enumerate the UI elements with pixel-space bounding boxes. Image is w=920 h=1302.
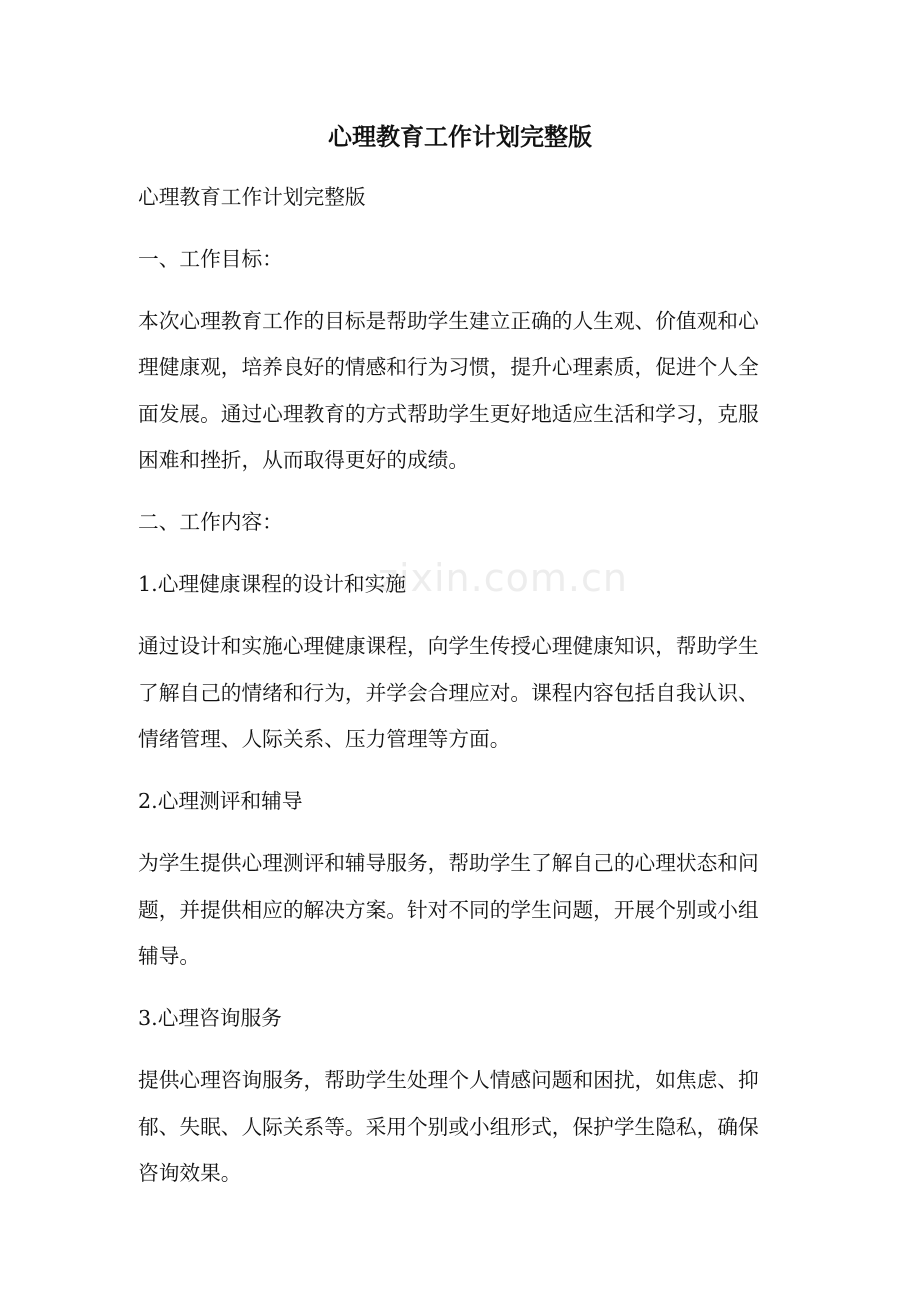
text-line: 面发展。通过心理教育的方式帮助学生更好地适应生活和学习，克服 <box>138 401 759 426</box>
subheading-course-design <box>138 561 838 608</box>
text-line: 郁、失眠、人际关系等。采用个别或小组形式，保护学生隐私，确保 <box>138 1114 759 1139</box>
subheading-assessment <box>138 778 838 825</box>
paragraph-counseling <box>138 1057 838 1197</box>
text-line: 困难和挫折，从而取得更好的成绩。 <box>138 448 470 473</box>
section-heading-goals <box>138 236 838 283</box>
text-line: 咨询效果。 <box>138 1161 242 1186</box>
paragraph-assessment <box>138 840 838 980</box>
text-line: 了解自己的情绪和行为，并学会合理应对。课程内容包括自我认识、 <box>138 680 759 705</box>
section-heading-content <box>138 499 838 546</box>
document-title: 心理教育工作计划完整版 <box>328 121 592 151</box>
text-line: 一、工作目标： <box>138 246 283 271</box>
subheading-counseling <box>138 995 838 1042</box>
text-line: 提供心理咨询服务，帮助学生处理个人情感问题和困扰，如焦虑、抑 <box>138 1068 759 1093</box>
text-line: 3.心理咨询服务 <box>138 1006 282 1031</box>
paragraph-course-design <box>138 623 838 763</box>
text-line: 题，并提供相应的解决方案。针对不同的学生问题，开展个别或小组 <box>138 897 759 922</box>
text-line: 2.心理测评和辅导 <box>138 789 303 814</box>
text-line: 心理教育工作计划完整版 <box>138 184 366 209</box>
paragraph-goals <box>138 298 838 484</box>
document-body <box>138 174 838 1213</box>
text-line: 1.心理健康课程的设计和实施 <box>138 572 406 597</box>
text-line: 辅导。 <box>138 944 201 969</box>
text-line: 情绪管理、人际关系、压力管理等方面。 <box>138 727 511 752</box>
text-line: 二、工作内容： <box>138 510 283 535</box>
text-line: 为学生提供心理测评和辅导服务，帮助学生了解自己的心理状态和问 <box>138 851 759 876</box>
document-subtitle <box>138 174 838 221</box>
watermark: zixin.com.cn <box>378 556 628 600</box>
text-line: 理健康观，培养良好的情感和行为习惯，提升心理素质，促进个人全 <box>138 355 759 380</box>
text-line: 本次心理教育工作的目标是帮助学生建立正确的人生观、价值观和心 <box>138 308 759 333</box>
text-line: 通过设计和实施心理健康课程，向学生传授心理健康知识，帮助学生 <box>138 634 759 659</box>
